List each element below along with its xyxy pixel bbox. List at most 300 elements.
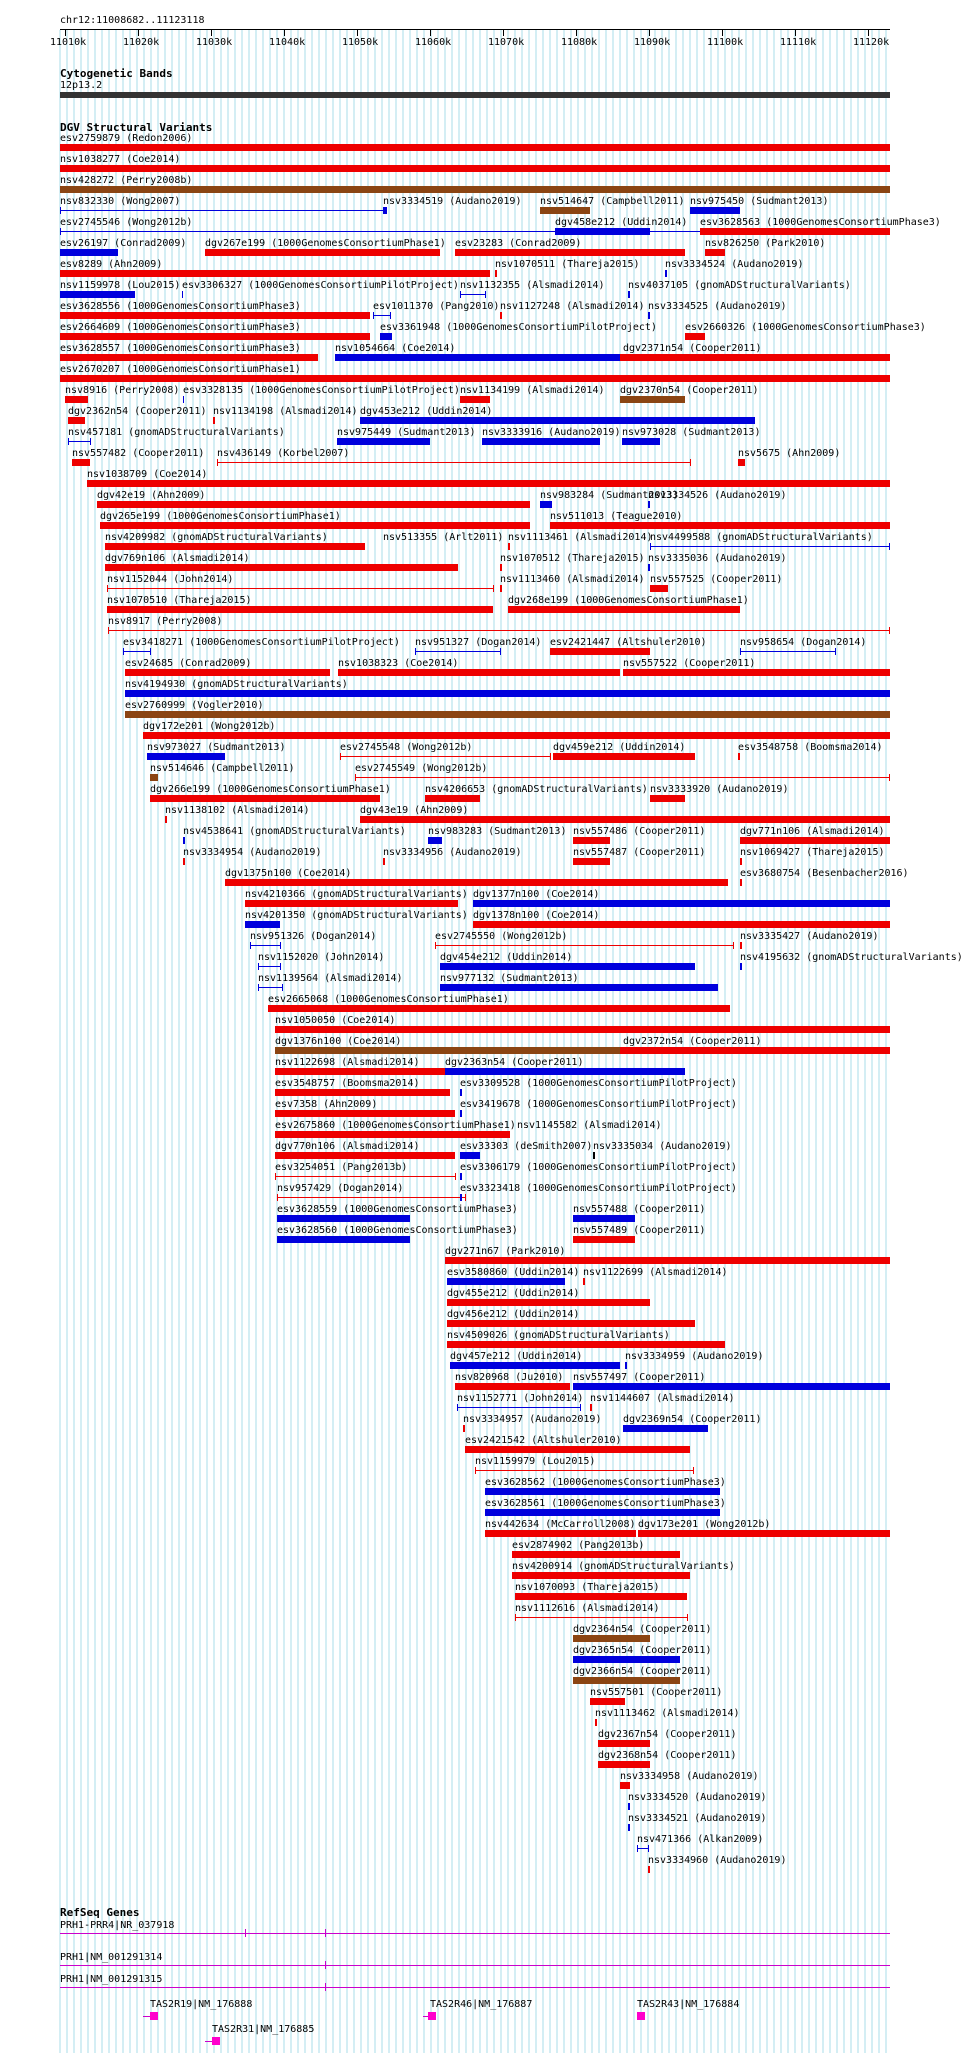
variant-label[interactable]: nsv1038709 (Coe2014) (87, 469, 208, 480)
variant-span[interactable] (60, 210, 386, 211)
variant-span[interactable] (415, 651, 500, 652)
variant-bar[interactable] (740, 963, 742, 970)
variant-label[interactable]: nsv1138102 (Alsmadi2014) (165, 805, 310, 816)
variant-bar[interactable] (440, 984, 718, 991)
variant-bar[interactable] (705, 249, 725, 256)
variant-bar[interactable] (150, 795, 380, 802)
variant-label[interactable]: nsv4499588 (gnomADStructuralVariants) (650, 532, 873, 543)
variant-bar[interactable] (648, 501, 650, 508)
variant-bar[interactable] (360, 816, 890, 823)
variant-label[interactable]: dgv453e212 (Uddin2014) (360, 406, 493, 417)
variant-bar[interactable] (500, 312, 502, 319)
variant-bar[interactable] (380, 333, 392, 340)
variant-bar[interactable] (105, 543, 365, 550)
variant-bar[interactable] (268, 1005, 730, 1012)
variant-bar[interactable] (573, 1635, 650, 1642)
variant-bar[interactable] (60, 165, 890, 172)
variant-label[interactable]: nsv4201350 (gnomADStructuralVariants) (245, 910, 468, 921)
variant-bar[interactable] (447, 1299, 650, 1306)
variant-bar[interactable] (147, 753, 225, 760)
variant-label[interactable]: nsv8916 (Perry2008) (65, 385, 180, 396)
variant-bar[interactable] (620, 396, 685, 403)
variant-bar[interactable] (500, 564, 502, 571)
variant-label[interactable]: nsv826250 (Park2010) (705, 238, 826, 249)
variant-label[interactable]: nsv1070512 (Thareja2015) (500, 553, 645, 564)
variant-bar[interactable] (277, 1236, 410, 1243)
variant-label[interactable]: dgv457e212 (Uddin2014) (450, 1351, 583, 1362)
variant-label[interactable]: nsv975450 (Sudmant2013) (690, 196, 829, 207)
variant-label[interactable]: esv8289 (Ahn2009) (60, 259, 163, 270)
variant-label[interactable]: nsv1038277 (Coe2014) (60, 154, 181, 165)
variant-bar[interactable] (87, 480, 890, 487)
variant-span[interactable] (650, 546, 890, 547)
variant-bar[interactable] (143, 732, 890, 739)
variant-label[interactable]: dgv2369n54 (Cooper2011) (623, 1414, 762, 1425)
variant-label[interactable]: nsv1122698 (Alsmadi2014) (275, 1057, 420, 1068)
variant-bar[interactable] (460, 396, 490, 403)
variant-bar[interactable] (338, 669, 620, 676)
variant-bar[interactable] (573, 1383, 890, 1390)
variant-bar[interactable] (97, 501, 530, 508)
variant-label[interactable]: esv3328135 (1000GenomesConsortiumPilotProject) (183, 385, 460, 396)
variant-label[interactable]: esv2664609 (1000GenomesConsortiumPhase3) (60, 322, 301, 333)
variant-bar[interactable] (337, 438, 430, 445)
variant-bar[interactable] (573, 1236, 635, 1243)
variant-bar[interactable] (625, 1362, 627, 1369)
variant-bar[interactable] (648, 1866, 650, 1873)
variant-bar[interactable] (68, 417, 85, 424)
variant-bar[interactable] (245, 900, 458, 907)
variant-bar[interactable] (60, 144, 890, 151)
variant-label[interactable]: nsv3334959 (Audano2019) (625, 1351, 764, 1362)
variant-label[interactable]: dgv1377n100 (Coe2014) (473, 889, 600, 900)
variant-bar[interactable] (275, 1026, 890, 1033)
variant-label[interactable]: esv2745550 (Wong2012b) (435, 931, 568, 942)
variant-span[interactable] (108, 630, 890, 631)
variant-bar[interactable] (485, 1488, 720, 1495)
variant-label[interactable]: nsv951326 (Dogan2014) (250, 931, 377, 942)
variant-label[interactable]: nsv8917 (Perry2008) (108, 616, 223, 627)
variant-label[interactable]: nsv557497 (Cooper2011) (573, 1372, 706, 1383)
variant-bar[interactable] (638, 1530, 890, 1537)
variant-bar[interactable] (650, 585, 668, 592)
variant-bar[interactable] (245, 921, 280, 928)
variant-label[interactable]: nsv1070510 (Thareja2015) (107, 595, 252, 606)
variant-bar[interactable] (620, 354, 890, 361)
variant-bar[interactable] (275, 1068, 450, 1075)
variant-span[interactable] (217, 462, 690, 463)
variant-bar[interactable] (445, 1068, 685, 1075)
variant-label[interactable]: dgv2367n54 (Cooper2011) (598, 1729, 737, 1740)
variant-label[interactable]: nsv3334521 (Audano2019) (628, 1813, 767, 1824)
variant-label[interactable]: dgv770n106 (Alsmadi2014) (275, 1141, 420, 1152)
variant-label[interactable]: dgv1375n100 (Coe2014) (225, 868, 352, 879)
variant-label[interactable]: nsv1139564 (Alsmadi2014) (258, 973, 403, 984)
variant-label[interactable]: dgv2363n54 (Cooper2011) (445, 1057, 584, 1068)
variant-bar[interactable] (428, 837, 442, 844)
variant-bar[interactable] (482, 438, 600, 445)
variant-bar[interactable] (60, 186, 890, 193)
variant-bar[interactable] (540, 501, 552, 508)
variant-label[interactable]: nsv1134198 (Alsmadi2014) (213, 406, 358, 417)
variant-label[interactable]: nsv511013 (Teague2010) (550, 511, 683, 522)
variant-bar[interactable] (460, 1152, 480, 1159)
variant-bar[interactable] (508, 606, 740, 613)
variant-label[interactable]: nsv1159979 (Lou2015) (475, 1456, 596, 1467)
variant-bar[interactable] (628, 1803, 630, 1810)
variant-span[interactable] (355, 777, 890, 778)
variant-bar[interactable] (335, 354, 620, 361)
variant-label[interactable]: esv3628561 (1000GenomesConsortiumPhase3) (485, 1498, 726, 1509)
variant-label[interactable]: nsv1069427 (Thareja2015) (740, 847, 885, 858)
variant-label[interactable]: nsv557487 (Cooper2011) (573, 847, 706, 858)
variant-bar[interactable] (65, 396, 88, 403)
variant-label[interactable]: nsv4206653 (gnomADStructuralVariants) (425, 784, 648, 795)
variant-span[interactable] (107, 588, 493, 589)
variant-label[interactable]: dgv771n106 (Alsmadi2014) (740, 826, 885, 837)
variant-bar[interactable] (205, 249, 440, 256)
variant-bar[interactable] (125, 690, 890, 697)
variant-bar[interactable] (165, 816, 167, 823)
variant-span[interactable] (275, 1176, 455, 1177)
variant-bar[interactable] (550, 522, 890, 529)
variant-label[interactable]: nsv3334524 (Audano2019) (665, 259, 804, 270)
variant-label[interactable]: esv3418271 (1000GenomesConsortiumPilotProject) (123, 637, 400, 648)
variant-span[interactable] (123, 651, 150, 652)
variant-bar[interactable] (455, 249, 685, 256)
variant-bar[interactable] (620, 1782, 630, 1789)
variant-bar[interactable] (360, 417, 755, 424)
variant-label[interactable]: esv2745549 (Wong2012b) (355, 763, 488, 774)
variant-label[interactable]: nsv471366 (Alkan2009) (637, 1834, 764, 1845)
variant-bar[interactable] (72, 459, 90, 466)
variant-bar[interactable] (125, 711, 890, 718)
variant-label[interactable]: nsv513355 (Arlt2011) (383, 532, 504, 543)
variant-label[interactable]: esv7358 (Ahn2009) (275, 1099, 378, 1110)
variant-span[interactable] (435, 945, 733, 946)
variant-bar[interactable] (740, 942, 742, 949)
variant-label[interactable]: nsv1145582 (Alsmadi2014) (517, 1120, 662, 1131)
variant-bar[interactable] (648, 564, 650, 571)
variant-bar[interactable] (473, 921, 890, 928)
variant-span[interactable] (68, 441, 90, 442)
variant-label[interactable]: nsv1132355 (Alsmadi2014) (460, 280, 605, 291)
variant-label[interactable]: dgv458e212 (Uddin2014) (555, 217, 688, 228)
gene-label[interactable]: TAS2R31|NM_176885 (212, 2024, 315, 2035)
variant-bar[interactable] (598, 1761, 650, 1768)
variant-label[interactable]: nsv3334957 (Audano2019) (463, 1414, 602, 1425)
variant-label[interactable]: dgv2372n54 (Cooper2011) (623, 1036, 762, 1047)
variant-label[interactable]: esv3548757 (Boomsma2014) (275, 1078, 420, 1089)
variant-label[interactable]: nsv428272 (Perry2008b) (60, 175, 193, 186)
variant-label[interactable]: esv3306179 (1000GenomesConsortiumPilotProject) (460, 1162, 737, 1173)
variant-label[interactable]: esv3628562 (1000GenomesConsortiumPhase3) (485, 1477, 726, 1488)
variant-bar[interactable] (473, 900, 890, 907)
variant-bar[interactable] (107, 606, 493, 613)
variant-label[interactable]: nsv3334526 (Audano2019) (648, 490, 787, 501)
variant-label[interactable]: dgv266e199 (1000GenomesConsortiumPhase1) (150, 784, 391, 795)
variant-bar[interactable] (100, 522, 530, 529)
variant-bar[interactable] (738, 753, 740, 760)
variant-bar[interactable] (590, 1698, 625, 1705)
variant-bar[interactable] (447, 1341, 725, 1348)
variant-label[interactable]: dgv2368n54 (Cooper2011) (598, 1750, 737, 1761)
variant-label[interactable]: esv2665068 (1000GenomesConsortiumPhase1) (268, 994, 509, 1005)
variant-label[interactable]: dgv2365n54 (Cooper2011) (573, 1645, 712, 1656)
variant-label[interactable]: esv2421542 (Altshuler2010) (465, 1435, 622, 1446)
variant-bar[interactable] (485, 1509, 720, 1516)
variant-bar[interactable] (383, 858, 385, 865)
variant-label[interactable]: dgv42e19 (Ahn2009) (97, 490, 206, 501)
variant-label[interactable]: nsv958654 (Dogan2014) (740, 637, 867, 648)
variant-bar[interactable] (450, 1362, 620, 1369)
variant-label[interactable]: nsv4200914 (gnomADStructuralVariants) (512, 1561, 735, 1572)
variant-label[interactable]: esv3548758 (Boomsma2014) (738, 742, 883, 753)
variant-bar[interactable] (275, 1110, 455, 1117)
variant-label[interactable]: nsv1070093 (Thareja2015) (515, 1582, 660, 1593)
variant-bar[interactable] (573, 837, 610, 844)
variant-label[interactable]: esv3309528 (1000GenomesConsortiumPilotProject) (460, 1078, 737, 1089)
variant-label[interactable]: esv3254051 (Pang2013b) (275, 1162, 408, 1173)
variant-label[interactable]: nsv3335427 (Audano2019) (740, 931, 879, 942)
variant-label[interactable]: esv3628563 (1000GenomesConsortiumPhase3) (700, 217, 941, 228)
variant-label[interactable]: nsv973027 (Sudmant2013) (147, 742, 286, 753)
variant-label[interactable]: esv3628559 (1000GenomesConsortiumPhase3) (277, 1204, 518, 1215)
variant-label[interactable]: nsv1113460 (Alsmadi2014) (500, 574, 645, 585)
variant-label[interactable]: nsv514647 (Campbell2011) (540, 196, 685, 207)
variant-span[interactable] (637, 1848, 648, 1849)
variant-span[interactable] (515, 1617, 687, 1618)
variant-bar[interactable] (60, 354, 318, 361)
variant-label[interactable]: esv24685 (Conrad2009) (125, 658, 252, 669)
gene-box[interactable] (212, 2037, 220, 2045)
variant-label[interactable]: nsv1112616 (Alsmadi2014) (515, 1603, 660, 1614)
variant-bar[interactable] (623, 1425, 708, 1432)
variant-label[interactable]: nsv1152044 (John2014) (107, 574, 234, 585)
variant-label[interactable]: nsv1070511 (Thareja2015) (495, 259, 640, 270)
variant-bar[interactable] (460, 1194, 462, 1201)
variant-span[interactable] (740, 651, 835, 652)
variant-span[interactable] (258, 987, 282, 988)
variant-label[interactable]: dgv271n67 (Park2010) (445, 1246, 566, 1257)
variant-bar[interactable] (512, 1572, 690, 1579)
variant-label[interactable]: nsv1038323 (Coe2014) (338, 658, 459, 669)
gene-label[interactable]: PRH1|NM_001291315 (60, 1974, 163, 1985)
gene-label[interactable]: TAS2R43|NM_176884 (637, 1999, 740, 2010)
variant-label[interactable]: nsv3335034 (Audano2019) (593, 1141, 732, 1152)
variant-bar[interactable] (60, 375, 890, 382)
variant-bar[interactable] (460, 1173, 462, 1180)
gene-body[interactable] (60, 1933, 890, 1934)
variant-label[interactable]: dgv267e199 (1000GenomesConsortiumPhase1) (205, 238, 446, 249)
variant-label[interactable]: nsv557501 (Cooper2011) (590, 1687, 723, 1698)
variant-label[interactable]: esv3628556 (1000GenomesConsortiumPhase3) (60, 301, 301, 312)
variant-label[interactable]: nsv4210366 (gnomADStructuralVariants) (245, 889, 468, 900)
variant-label[interactable]: dgv2371n54 (Cooper2011) (623, 343, 762, 354)
variant-label[interactable]: dgv769n106 (Alsmadi2014) (105, 553, 250, 564)
variant-label[interactable]: esv2759879 (Redon2006) (60, 133, 193, 144)
variant-label[interactable]: nsv514646 (Campbell2011) (150, 763, 295, 774)
variant-span[interactable] (475, 1470, 693, 1471)
variant-label[interactable]: esv3361948 (1000GenomesConsortiumPilotProject) (380, 322, 657, 333)
variant-label[interactable]: nsv3334960 (Audano2019) (648, 1855, 787, 1866)
variant-label[interactable]: nsv3334956 (Audano2019) (383, 847, 522, 858)
variant-bar[interactable] (598, 1740, 650, 1747)
variant-bar[interactable] (275, 1047, 620, 1054)
variant-bar[interactable] (648, 312, 650, 319)
variant-label[interactable]: nsv3334519 (Audano2019) (383, 196, 522, 207)
variant-label[interactable]: dgv172e201 (Wong2012b) (143, 721, 276, 732)
variant-label[interactable]: nsv1122699 (Alsmadi2014) (583, 1267, 728, 1278)
gene-label[interactable]: TAS2R46|NM_176887 (430, 1999, 533, 2010)
variant-label[interactable]: nsv1054664 (Coe2014) (335, 343, 456, 354)
variant-bar[interactable] (60, 312, 370, 319)
variant-bar[interactable] (150, 774, 158, 781)
variant-bar[interactable] (465, 1446, 690, 1453)
variant-bar[interactable] (740, 837, 890, 844)
variant-label[interactable]: nsv1159978 (Lou2015) (60, 280, 181, 291)
variant-span[interactable] (277, 1197, 465, 1198)
variant-label[interactable]: dgv2366n54 (Cooper2011) (573, 1666, 712, 1677)
variant-label[interactable]: esv26197 (Conrad2009) (60, 238, 187, 249)
variant-label[interactable]: nsv957429 (Dogan2014) (277, 1183, 404, 1194)
variant-label[interactable]: esv3580860 (Uddin2014) (447, 1267, 580, 1278)
variant-bar[interactable] (460, 1110, 462, 1117)
variant-label[interactable]: nsv1113462 (Alsmadi2014) (595, 1708, 740, 1719)
variant-label[interactable]: esv2745546 (Wong2012b) (60, 217, 193, 228)
variant-bar[interactable] (447, 1320, 695, 1327)
variant-bar[interactable] (508, 543, 510, 550)
variant-bar[interactable] (425, 795, 480, 802)
variant-label[interactable]: esv3419678 (1000GenomesConsortiumPilotProject) (460, 1099, 737, 1110)
variant-bar[interactable] (553, 753, 695, 760)
variant-bar[interactable] (620, 1047, 890, 1054)
variant-bar[interactable] (277, 1215, 410, 1222)
variant-label[interactable]: nsv977132 (Sudmant2013) (440, 973, 579, 984)
variant-bar[interactable] (590, 1404, 592, 1411)
variant-bar[interactable] (512, 1551, 680, 1558)
variant-label[interactable]: nsv973028 (Sudmant2013) (622, 427, 761, 438)
gene-label[interactable]: PRH1|NM_001291314 (60, 1952, 163, 1963)
variant-label[interactable]: nsv3334958 (Audano2019) (620, 1771, 759, 1782)
variant-label[interactable]: esv23283 (Conrad2009) (455, 238, 582, 249)
variant-label[interactable]: esv3323418 (1000GenomesConsortiumPilotProject) (460, 1183, 737, 1194)
variant-label[interactable]: dgv43e19 (Ahn2009) (360, 805, 469, 816)
variant-bar[interactable] (622, 438, 660, 445)
variant-label[interactable]: nsv557482 (Cooper2011) (72, 448, 205, 459)
variant-label[interactable]: esv33303 (deSmith2007) (460, 1141, 593, 1152)
variant-bar[interactable] (275, 1152, 455, 1159)
gene-box[interactable] (428, 2012, 436, 2020)
variant-label[interactable]: dgv459e212 (Uddin2014) (553, 742, 686, 753)
variant-span[interactable] (340, 756, 550, 757)
variant-label[interactable]: dgv2364n54 (Cooper2011) (573, 1624, 712, 1635)
variant-bar[interactable] (685, 333, 705, 340)
variant-label[interactable]: nsv4037105 (gnomADStructuralVariants) (628, 280, 851, 291)
variant-bar[interactable] (500, 585, 502, 592)
variant-label[interactable]: nsv3333916 (Audano2019) (482, 427, 621, 438)
variant-bar[interactable] (60, 333, 370, 340)
variant-label[interactable]: nsv1113461 (Alsmadi2014) (508, 532, 653, 543)
gene-body[interactable] (60, 1987, 890, 1988)
variant-label[interactable]: nsv5675 (Ahn2009) (738, 448, 841, 459)
variant-label[interactable]: nsv832330 (Wong2007) (60, 196, 181, 207)
variant-span[interactable] (460, 294, 485, 295)
variant-bar[interactable] (183, 837, 185, 844)
variant-label[interactable]: nsv442634 (McCarroll2008) (485, 1519, 636, 1530)
variant-label[interactable]: nsv1144607 (Alsmadi2014) (590, 1393, 735, 1404)
variant-label[interactable]: dgv456e212 (Uddin2014) (447, 1309, 580, 1320)
variant-bar[interactable] (182, 291, 183, 298)
variant-label[interactable]: esv2874902 (Pang2013b) (512, 1540, 645, 1551)
variant-label[interactable]: dgv1376n100 (Coe2014) (275, 1036, 402, 1047)
variant-bar[interactable] (555, 228, 650, 235)
variant-label[interactable]: nsv4209982 (gnomADStructuralVariants) (105, 532, 328, 543)
variant-label[interactable]: esv2660326 (1000GenomesConsortiumPhase3) (685, 322, 926, 333)
variant-bar[interactable] (573, 1677, 680, 1684)
gene-box[interactable] (150, 2012, 158, 2020)
variant-span[interactable] (373, 315, 390, 316)
variant-bar[interactable] (740, 858, 742, 865)
variant-bar[interactable] (183, 396, 184, 403)
variant-bar[interactable] (60, 270, 490, 277)
variant-bar[interactable] (213, 417, 215, 424)
variant-label[interactable]: dgv454e212 (Uddin2014) (440, 952, 573, 963)
variant-label[interactable]: esv1011370 (Pang2010) (373, 301, 500, 312)
variant-label[interactable]: esv3628560 (1000GenomesConsortiumPhase3) (277, 1225, 518, 1236)
variant-label[interactable]: esv3306327 (1000GenomesConsortiumPilotProject) (182, 280, 459, 291)
variant-label[interactable]: dgv173e201 (Wong2012b) (638, 1519, 771, 1530)
variant-label[interactable]: nsv820968 (Ju2010) (455, 1372, 564, 1383)
variant-bar[interactable] (275, 1131, 510, 1138)
variant-label[interactable]: esv3680754 (Besenbacher2016) (740, 868, 909, 879)
variant-bar[interactable] (595, 1719, 597, 1726)
gene-body[interactable] (60, 1965, 890, 1966)
variant-bar[interactable] (515, 1593, 687, 1600)
variant-label[interactable]: nsv4509026 (gnomADStructuralVariants) (447, 1330, 670, 1341)
gene-label[interactable]: PRH1-PRR4|NR_037918 (60, 1920, 175, 1931)
cyto-band[interactable] (60, 92, 890, 98)
variant-bar[interactable] (665, 270, 667, 277)
variant-label[interactable]: nsv1050050 (Coe2014) (275, 1015, 396, 1026)
variant-bar[interactable] (583, 1278, 585, 1285)
variant-bar[interactable] (60, 291, 135, 298)
variant-bar[interactable] (60, 249, 118, 256)
gene-box[interactable] (637, 2012, 645, 2020)
variant-label[interactable]: nsv557522 (Cooper2011) (623, 658, 756, 669)
variant-bar[interactable] (573, 1656, 680, 1663)
variant-label[interactable]: nsv557486 (Cooper2011) (573, 826, 706, 837)
variant-label[interactable]: nsv1134199 (Alsmadi2014) (460, 385, 605, 396)
variant-label[interactable]: dgv1378n100 (Coe2014) (473, 910, 600, 921)
variant-bar[interactable] (383, 207, 386, 214)
variant-bar[interactable] (623, 669, 890, 676)
variant-bar[interactable] (540, 207, 590, 214)
variant-label[interactable]: nsv1152020 (John2014) (258, 952, 385, 963)
variant-label[interactable]: nsv4194930 (gnomADStructuralVariants) (125, 679, 348, 690)
variant-label[interactable]: nsv3334525 (Audano2019) (648, 301, 787, 312)
variant-bar[interactable] (440, 963, 695, 970)
variant-label[interactable]: dgv455e212 (Uddin2014) (447, 1288, 580, 1299)
variant-label[interactable]: nsv436149 (Korbel2007) (217, 448, 350, 459)
variant-bar[interactable] (485, 1530, 636, 1537)
variant-span[interactable] (250, 945, 280, 946)
variant-label[interactable]: nsv4195632 (gnomADStructuralVariants) (740, 952, 963, 963)
variant-label[interactable]: dgv2370n54 (Cooper2011) (620, 385, 759, 396)
variant-bar[interactable] (593, 1152, 595, 1159)
variant-label[interactable]: esv3628557 (1000GenomesConsortiumPhase3) (60, 343, 301, 354)
variant-bar[interactable] (447, 1278, 565, 1285)
